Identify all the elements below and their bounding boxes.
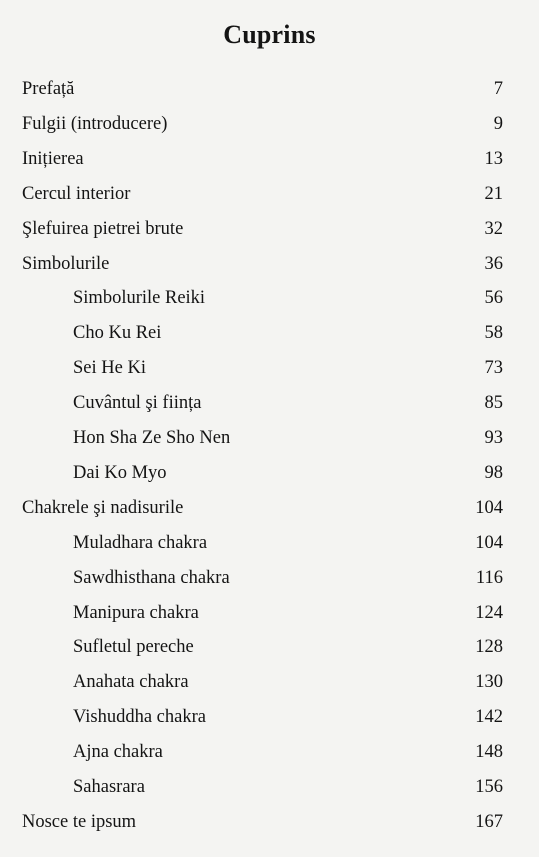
toc-entry-page-number: 93	[484, 428, 503, 448]
toc-entry	[0, 774, 539, 800]
toc-entry-page-number: 98	[484, 463, 503, 483]
toc-entry-title: Ajna chakra	[73, 742, 163, 762]
toc-entry-title: Anahata chakra	[73, 672, 189, 692]
toc-entry-page-number: 32	[484, 219, 503, 239]
toc-entry-title: Sufletul pereche	[73, 637, 194, 657]
toc-entry-page-number: 104	[475, 498, 503, 518]
toc-entry-page-number: 56	[484, 288, 503, 308]
toc-entry-page-number: 85	[484, 393, 503, 413]
toc-entry	[0, 251, 539, 277]
toc-entry-title: Chakrele şi nadisurile	[22, 498, 184, 518]
toc-entry-page-number: 7	[493, 79, 503, 99]
toc-entry	[0, 111, 539, 137]
toc-entry	[0, 181, 539, 207]
toc-entry-page-number: 73	[484, 358, 503, 378]
toc-entry-page-number: 116	[475, 568, 503, 588]
toc-entry	[0, 634, 539, 660]
page-title: Cuprins	[223, 20, 316, 49]
toc-entry-title: Fulgii (introducere)	[22, 114, 168, 134]
toc-entry	[0, 530, 539, 556]
toc-entry-page-number: 124	[475, 603, 503, 623]
toc-entry	[0, 76, 539, 102]
toc-entry	[0, 320, 539, 346]
toc-entry-page-number: 148	[475, 742, 503, 762]
toc-entry	[0, 285, 539, 311]
toc-entry-title: Sawdhisthana chakra	[73, 568, 230, 588]
toc-entry-page-number: 36	[484, 254, 503, 274]
toc-entry	[0, 669, 539, 695]
toc-entry-title: Vishuddha chakra	[73, 707, 206, 727]
toc-entry-title: Simbolurile	[22, 254, 110, 274]
toc-entry-page-number: 104	[475, 533, 503, 553]
toc-entry-page-number: 21	[484, 184, 503, 204]
toc-entry-title: Sei He Ki	[73, 358, 146, 378]
toc-entry-title: Prefață	[22, 79, 75, 99]
toc-entry	[0, 600, 539, 626]
toc-entry-page-number: 58	[484, 323, 503, 343]
toc-entry-title: Muladhara chakra	[73, 533, 208, 553]
toc-entry-page-number: 130	[475, 672, 503, 692]
toc-entry-title: Simbolurile Reiki	[73, 288, 206, 308]
toc-entry	[0, 565, 539, 591]
toc-entry	[0, 425, 539, 451]
toc-entry	[0, 216, 539, 242]
toc-entry-title: Manipura chakra	[73, 603, 199, 623]
toc-entry	[0, 809, 539, 835]
toc-entry	[0, 495, 539, 521]
toc-entry-page-number: 128	[475, 637, 503, 657]
toc-entry	[0, 355, 539, 381]
toc-entry-title: Cuvântul şi ființa	[73, 393, 202, 413]
toc-entry-title: Şlefuirea pietrei brute	[22, 219, 184, 239]
toc-entry	[0, 739, 539, 765]
toc-entry-title: Cho Ku Rei	[73, 323, 162, 343]
toc-entry	[0, 460, 539, 486]
toc-entry	[0, 146, 539, 172]
toc-entry-title: Sahasrara	[73, 777, 145, 797]
toc-entry-title: Hon Sha Ze Sho Nen	[73, 428, 231, 448]
toc-entry-page-number: 13	[484, 149, 503, 169]
toc-entry-page-number: 156	[475, 777, 503, 797]
toc-entry-page-number: 167	[475, 812, 503, 832]
toc-entry-page-number: 142	[475, 707, 503, 727]
toc-entry-title: Dai Ko Myo	[73, 463, 167, 483]
toc-entry-title: Inițierea	[22, 149, 84, 169]
toc-entry-title: Cercul interior	[22, 184, 131, 204]
toc-entry-page-number: 9	[493, 114, 503, 134]
toc-entry	[0, 390, 539, 416]
toc-entry	[0, 704, 539, 730]
toc-entry-title: Nosce te ipsum	[22, 812, 137, 832]
